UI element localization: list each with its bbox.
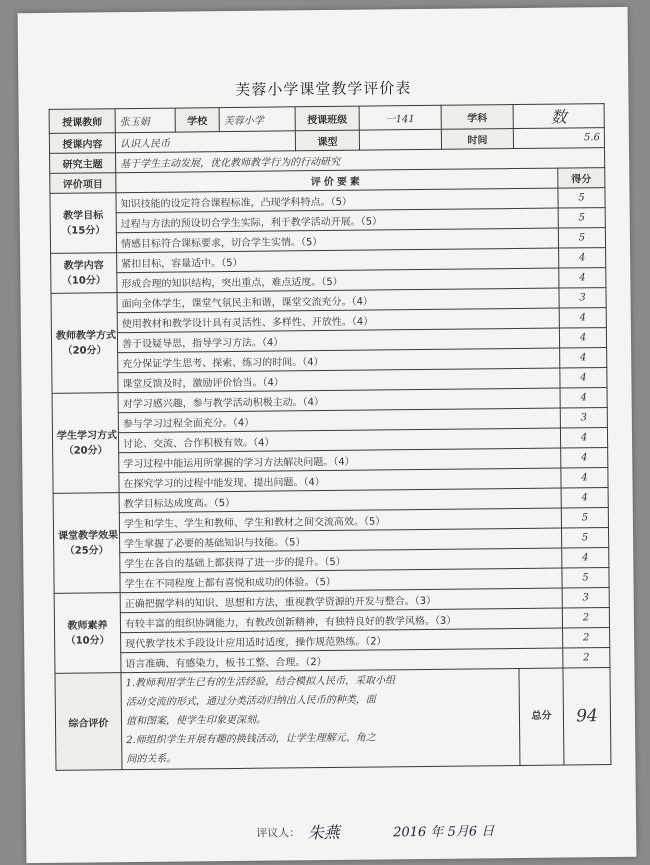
criterion-text: 有较丰富的组织协调能力，有教改创新精神，有独特良好的教学风格。（3）	[120, 608, 562, 633]
criterion-score: 5	[558, 208, 605, 228]
criterion-score: 2	[562, 608, 609, 628]
total-score: 94	[563, 668, 611, 765]
criterion-score: 4	[560, 348, 607, 368]
type-value	[359, 129, 441, 150]
criterion-score: 4	[562, 548, 609, 568]
form-title: 芙蓉小学课堂教学评价表	[235, 79, 412, 99]
criterion-text: 紧扣目标，容量适中。（5）	[117, 248, 559, 273]
criterion-text: 形成合理的知识结构，突出重点，难点适度。（5）	[117, 268, 559, 293]
criterion-text: 充分保证学生思考、探索、练习的时间。（4）	[118, 348, 560, 373]
criterion-text: 善于设疑导思，指导学习方法。（4）	[117, 328, 559, 353]
criterion-text: 语言准确、有感染力，板书工整、合理。（2）	[121, 648, 563, 673]
class-value: 一141	[359, 105, 441, 130]
element-header: 评价要素	[116, 168, 558, 193]
category-points: （20分）	[63, 444, 108, 457]
criterion-score: 3	[559, 288, 606, 308]
evaluation-date: 2016 年 5月6 日	[393, 824, 495, 841]
category-name: 教师素养	[67, 619, 108, 632]
criterion-text: 正确把握学科的知识、思想和方法，重视教学资源的开发与整合。（3）	[120, 588, 562, 613]
total-label: 总分	[519, 668, 564, 765]
evaluator-signature: 朱燕	[307, 822, 340, 843]
content-label: 授课内容	[49, 133, 115, 154]
comment-line: 活动交流的形式，通过分类活动归纳出人民币的种类，面	[125, 694, 376, 708]
category-cell	[52, 393, 119, 494]
subject-label: 学科	[441, 105, 513, 130]
criterion-score: 2	[563, 648, 610, 668]
criterion-text: 知识技能的设定符合课程标准，凸现学科特点。（5）	[116, 188, 558, 213]
criterion-score: 3	[560, 408, 607, 428]
category-points: （10分）	[61, 274, 106, 287]
category-name: 教学内容	[63, 259, 104, 272]
criterion-text: 现代教学技术手段设计应用适时适度，操作规范熟练。（2）	[121, 628, 563, 653]
criterion-score: 5	[562, 568, 609, 588]
criterion-text: 参与学习过程全面充分。（4）	[118, 408, 560, 433]
criterion-score: 4	[559, 268, 606, 288]
content-value: 认识人民币	[115, 131, 295, 153]
category-cell	[51, 293, 118, 394]
signature-row	[256, 818, 494, 843]
category-name: 教师教学方式	[55, 329, 117, 342]
topic-value: 基于学生主动发展，优化教师教学行为的行动研究	[116, 148, 605, 173]
category-cell	[54, 593, 121, 674]
criterion-text: 学生在不同程度上都有喜悦和成功的体验。（5）	[120, 568, 562, 593]
criterion-text: 学习过程中能运用所掌握的学习方法解决问题。（4）	[119, 448, 561, 473]
item-header: 评价项目	[50, 173, 116, 194]
time-value: 5.6	[513, 128, 604, 149]
criterion-text: 对学习感兴趣，参与教学活动积极主动。（4）	[118, 388, 560, 413]
criterion-score: 4	[560, 368, 607, 388]
category-points: （25分）	[64, 544, 109, 557]
criterion-text: 学生掌握了必要的基础知识与技能。（5）	[120, 528, 562, 553]
criterion-text: 使用教材和教学设计具有灵活性、多样性、开放性。（4）	[117, 308, 559, 333]
category-points: （20分）	[62, 344, 107, 357]
criterion-score: 5	[558, 188, 605, 208]
category-points: （10分）	[65, 634, 110, 647]
criterion-text: 在探究学习的过程中能发现、提出问题。（4）	[119, 468, 561, 493]
criterion-text: 学生在各自的基础上都获得了进一步的提升。（5）	[120, 548, 562, 573]
criterion-score: 2	[563, 628, 610, 648]
subject-value: 数	[513, 104, 604, 129]
criterion-score: 4	[561, 488, 608, 508]
criterion-score: 4	[559, 308, 606, 328]
category-name: 教学目标	[63, 209, 104, 222]
criterion-score: 5	[561, 528, 608, 548]
teacher-label: 授课教师	[49, 109, 115, 134]
summary-row	[55, 668, 611, 771]
category-name: 课堂教学效果	[57, 529, 119, 542]
criterion-score: 4	[560, 388, 607, 408]
summary-label: 综合评价	[55, 673, 122, 771]
criterion-score: 4	[560, 428, 607, 448]
criterion-score: 4	[559, 248, 606, 268]
category-cell	[51, 253, 117, 294]
score-header: 得分	[558, 168, 605, 188]
criterion-score: 3	[562, 588, 609, 608]
criterion-text: 情感目标符合课标要求，切合学生实情。（5）	[116, 228, 558, 253]
school-value: 芙蓉小学	[219, 107, 295, 132]
comment-line: 2.师组织学生开展有趣的换钱活动，让学生理解元、角之	[126, 732, 376, 746]
comment-line: 值和图案，使学生印象更深刻。	[125, 714, 267, 727]
type-label: 课型	[295, 130, 359, 151]
criterion-text: 课堂反馈及时，激励评价恰当。（4）	[118, 368, 560, 393]
category-points: （15分）	[61, 224, 106, 237]
evaluation-form-paper	[18, 7, 637, 863]
class-label: 授课班级	[295, 106, 359, 131]
topic-label: 研究主题	[50, 153, 116, 174]
category-name: 学生学习方式	[56, 429, 118, 442]
criterion-text: 讨论、交流、合作积极有效。（4）	[118, 428, 560, 453]
teacher-value: 张玉娟	[115, 108, 175, 133]
summary-comment	[121, 669, 520, 770]
criterion-text: 教学目标达成度高。（5）	[119, 488, 561, 513]
time-label: 时间	[441, 129, 513, 150]
category-cell	[53, 493, 120, 594]
criterion-score: 4	[561, 448, 608, 468]
category-cell	[50, 193, 117, 254]
school-label: 学校	[175, 108, 219, 132]
criterion-text: 过程与方法的预设切合学生实际，利于教学活动开展。（5）	[116, 208, 558, 233]
criterion-score: 5	[558, 228, 605, 248]
criterion-text: 学生和学生、学生和教师、学生和教材之间交流高效。（5）	[119, 508, 561, 533]
comment-line: 1.教师利用学生已有的生活经验，结合模拟人民币，采取小组	[125, 674, 396, 689]
evaluation-table	[49, 103, 612, 771]
criterion-score: 4	[561, 468, 608, 488]
comment-line: 间的关系。	[126, 753, 177, 765]
criterion-text: 面向全体学生，课堂气氛民主和谐，课堂交流充分。（4）	[117, 288, 559, 313]
criterion-score: 5	[561, 508, 608, 528]
evaluator-label: 评议人：	[256, 825, 301, 840]
criterion-score: 4	[559, 328, 606, 348]
